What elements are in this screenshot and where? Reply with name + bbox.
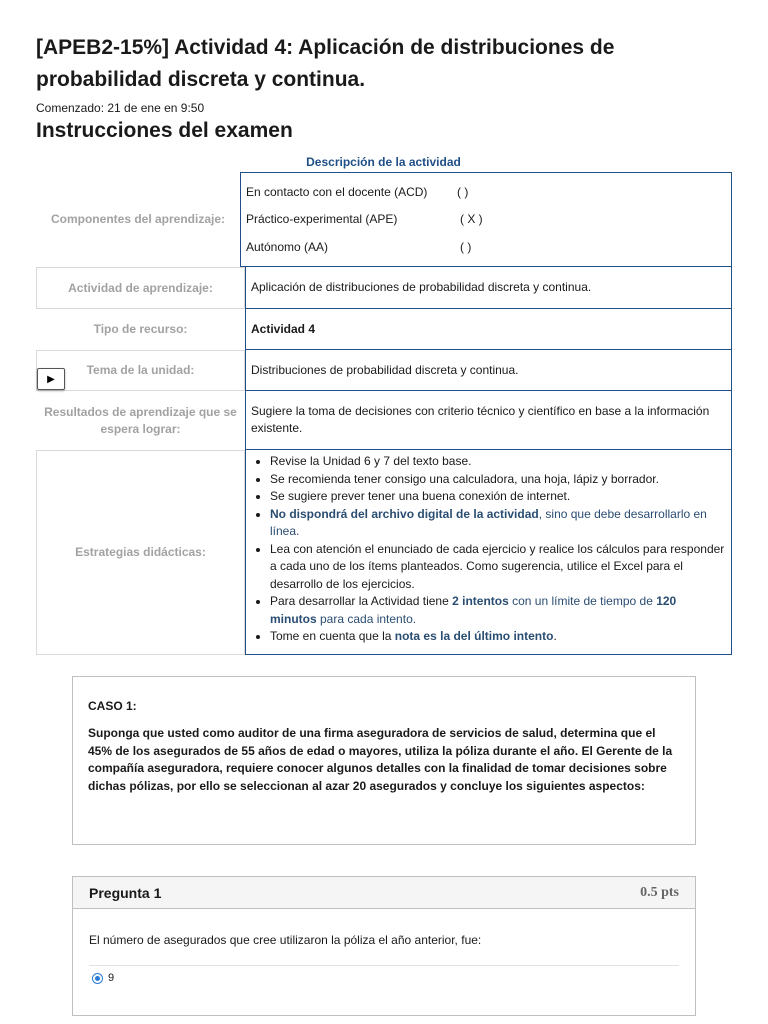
activity-description-table (36, 172, 732, 655)
question-header (73, 877, 695, 909)
component-aa: Autónomo (AA) ( ) (246, 240, 472, 255)
row-topic (36, 350, 732, 391)
case-body: Suponga que usted como auditor de una firma aseguradora de servicios de salud, determina que el 45% de los asegurados de 55 años de edad o mayores, utiliza la póliza durante el año. El Gerente de la compañía aseguradora, requiere conocer algunos detalles con la finalidad de tomar decisiones sobre dichas pólizas, por ello se seleccionan al azar 20 asegurados y concluye los siguientes aspectos: (88, 726, 673, 793)
question-text: El número de asegurados que cree utilizaron la póliza el año anterior, fue: (89, 933, 482, 947)
topic-label-cell (36, 350, 245, 391)
play-button[interactable] (37, 368, 65, 390)
question-title: Pregunta 1 (89, 884, 162, 901)
topic-label: Tema de la unidad: (86, 363, 195, 377)
radio-selected-icon[interactable] (92, 973, 103, 984)
row-strategies (36, 450, 732, 655)
topic-value: Distribuciones de probabilidad discreta y continua. (245, 350, 732, 391)
page-title: [APEB2-15%] Actividad 4: Aplicación de distribuciones de probabilidad discreta y continua. (36, 36, 615, 91)
strategies-list (251, 453, 726, 646)
list-item: • Para desarrollar la Actividad tiene 2 intentos con un límite de tiempo de 120 minutos para cada intento. (270, 593, 726, 628)
instructions-title: Instrucciones del examen (36, 119, 293, 142)
strategies-label: Estrategias didácticas: (36, 450, 245, 655)
component-ape: Práctico-experimental (APE) ( X ) (246, 212, 483, 227)
row-activity (36, 267, 732, 309)
list-item: • Se sugiere prever tener una buena conexión de internet. (270, 488, 726, 506)
case-title: CASO 1: (88, 699, 137, 713)
row-results (36, 391, 732, 450)
list-item: • No dispondrá del archivo digital de la actividad, sino que debe desarrollarlo en línea. (270, 506, 726, 541)
question-points: 0.5 pts (640, 884, 679, 900)
list-item: • Revise la Unidad 6 y 7 del texto base. (270, 453, 726, 471)
case-box (72, 676, 696, 845)
resource-value: Actividad 4 (245, 309, 732, 350)
component-acd: En contacto con el docente (ACD) ( ) (246, 184, 469, 199)
resource-label: Tipo de recurso: (93, 322, 188, 336)
play-icon: ▶ (47, 373, 55, 385)
started-timestamp: Comenzado: 21 de ene en 9:50 (36, 101, 205, 115)
components-label: Componentes del aprendizaje: (50, 212, 226, 226)
list-item: • Tome en cuenta que la nota es la del último intento. (270, 628, 726, 646)
results-value: Sugiere la toma de decisiones con criterio técnico y científico en base a la información existente. (245, 391, 732, 450)
row-components (36, 172, 732, 267)
list-item: • Se recomienda tener consigo una calculadora, una hoja, lápiz y borrador. (270, 471, 726, 489)
table-caption: Descripción de la actividad (306, 155, 461, 169)
activity-value: Aplicación de distribuciones de probabilidad discreta y continua. (245, 267, 732, 309)
list-item: • Lea con atención el enunciado de cada ejercicio y realice los cálculos para responder a cada uno de los ítems planteados. Como sugerencia, utilice el Excel para el desarrollo de los ejercicios. (270, 541, 726, 594)
activity-label: Actividad de aprendizaje: (36, 267, 245, 309)
row-resource (36, 309, 732, 350)
answer-label: 9 (108, 972, 115, 984)
question-card (72, 876, 696, 1016)
answer-option[interactable] (73, 966, 695, 984)
strategies-value (245, 450, 732, 655)
results-label: Resultados de aprendizaje que se espera lograr: (44, 404, 237, 436)
components-value (240, 172, 732, 267)
